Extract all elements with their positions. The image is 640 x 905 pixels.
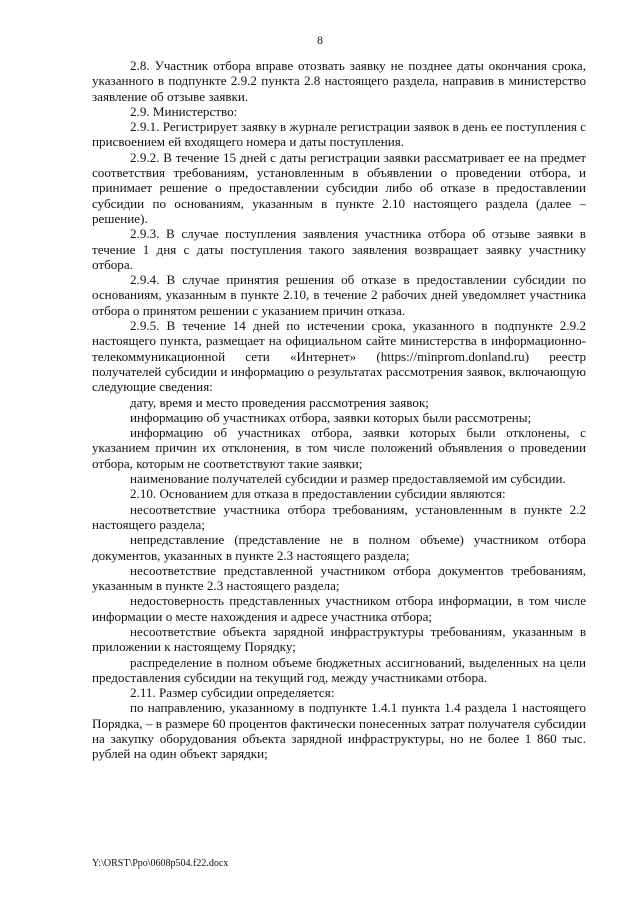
paragraph-2-9: 2.9. Министерство:	[130, 103, 238, 119]
paragraph-2-8: 2.8. Участник отбора вправе отозвать заявку не позднее даты окончания срока, указанного в подпункте 2.9.2 пункта 2.8 настоящего раздела, направив в министерство заявление об отзыве заявки.	[92, 58, 586, 104]
paragraph-2-9-2: 2.9.2. В течение 15 дней с даты регистрации заявки рассматривает ее на предмет соответствия требованиям, установленным в объявлении о проведении отбора, и принимает решение о предоставлении субсидии либо об отказе в предоставлении субсидии по основаниям, указанным в пункте 2.10 настоящего раздела (далее – решение).	[92, 149, 586, 226]
list-item-false-information: недостоверность представленных участником отбора информации, в том числе информации о месте нахождения и адресе участника отбора;	[92, 593, 586, 624]
list-item-rejected-participants: информацию об участниках отбора, заявки которых были отклонены, с указанием причин их отклонения, в том числе положений объявления о проведении отбора, которым не соответствуют такие заявки;	[92, 425, 586, 471]
paragraph-2-9-3: 2.9.3. В случае поступления заявления участника отбора об отзыве заявки в течение 1 дня с даты поступления такого заявления возвращает заявку участнику отбора.	[92, 226, 586, 272]
paragraph-2-9-5: 2.9.5. В течение 14 дней по истечении срока, указанного в подпункте 2.9.2 настоящего пункта, размещает на официальном сайте министерства в информационно-телекоммуникационной сети «Интернет» (https://minprom.donland.ru) реестр получателей субсидии и информацию о результатах рассмотрения заявок, включающую следующие сведения:	[92, 318, 586, 395]
page-number: 8	[317, 35, 323, 47]
list-item-subsidy-amount: по направлению, указанному в подпункте 1.4.1 пункта 1.4 раздела 1 настоящего Порядка, – в размере 60 процентов фактически понесенных затрат получателя субсидии на закупку оборудования объекта зарядной инфраструктуры, но не более 1 860 тыс. рублей на один объект зарядки;	[92, 700, 586, 762]
list-item-review-date: дату, время и место проведения рассмотрения заявок;	[130, 394, 429, 410]
list-item-documents-mismatch: несоответствие представленной участником отбора документов требованиям, указанным в пункте 2.3 настоящего раздела;	[92, 562, 586, 594]
footer-file-path: Y:\ORST\Ppo\0608p504.f22.docx	[92, 858, 229, 869]
list-item-infrastructure-mismatch: несоответствие объекта зарядной инфраструктуры требованиям, указанным в приложении к настоящему Порядку;	[92, 623, 586, 655]
list-item-requirements-mismatch: несоответствие участника отбора требованиям, установленным в пункте 2.2 настоящего раздела;	[92, 501, 586, 532]
paragraph-2-9-4: 2.9.4. В случае принятия решения об отказе в предоставлении субсидии по основаниям, указанным в пункте 2.10, в течение 2 рабочих дней уведомляет участника отбора о принятом решении с указанием причин отказа.	[92, 272, 586, 318]
list-item-budget-exhausted: распределение в полном объеме бюджетных ассигнований, выделенных на цели предоставления субсидии на текущий год, между участниками отбора.	[92, 654, 586, 685]
list-item-documents-missing: непредставление (представление не в полном объеме) участником отбора документов, указанных в пункте 2.3 настоящего раздела;	[92, 532, 586, 563]
paragraph-2-9-1: 2.9.1. Регистрирует заявку в журнале регистрации заявок в день ее поступления с присвоением ей входящего номера и даты поступления.	[92, 119, 586, 150]
paragraph-2-10: 2.10. Основанием для отказа в предоставлении субсидии являются:	[130, 486, 506, 502]
list-item-recipients: наименование получателей субсидии и размер предоставляемой им субсидии.	[130, 471, 566, 487]
list-item-reviewed-participants: информацию об участниках отбора, заявки которых были рассмотрены;	[130, 409, 532, 425]
document-body	[92, 58, 586, 762]
paragraph-2-11: 2.11. Размер субсидии определяется:	[130, 685, 335, 701]
